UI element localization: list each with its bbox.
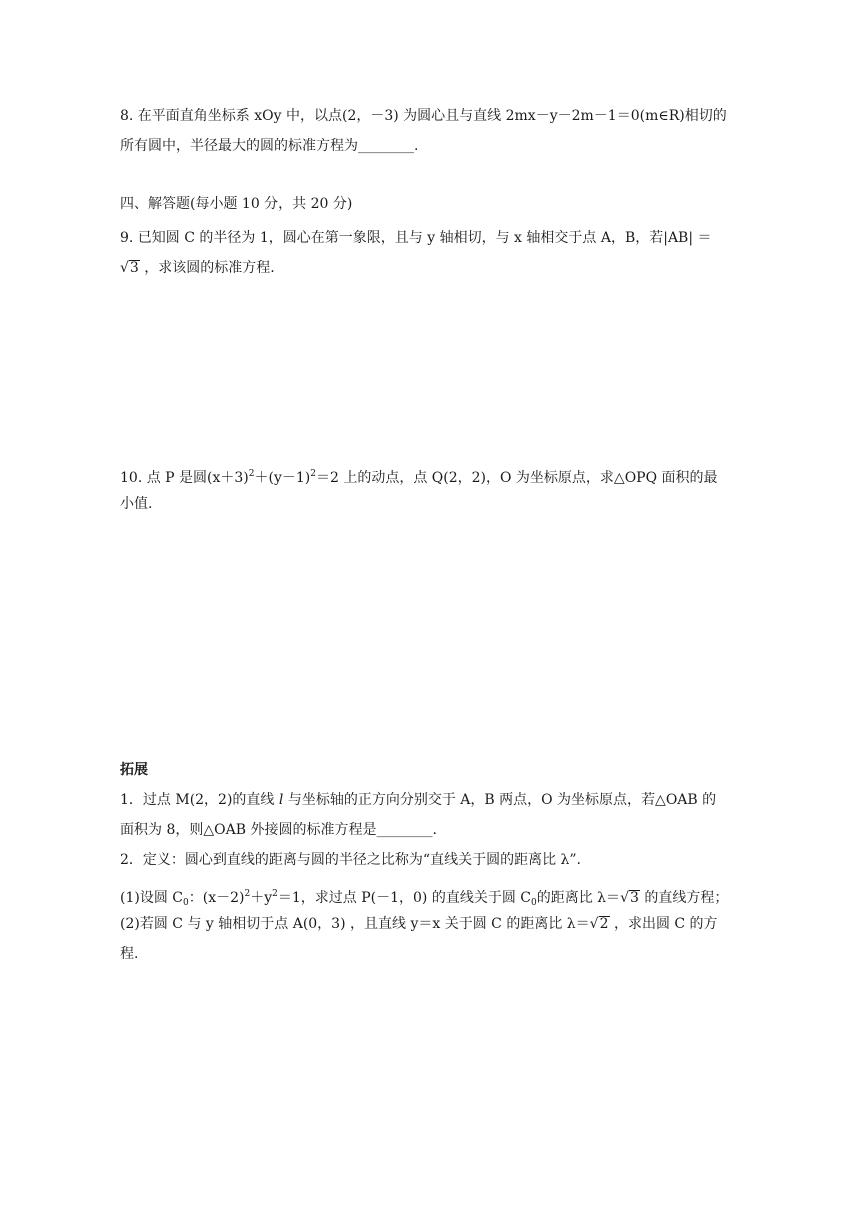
q9-line2: √3 ，求该圆的标准方程. [120,260,275,276]
extension-heading: 拓展 [120,762,148,778]
sqrt-2: √2 [589,916,609,932]
ext-q2-part1: (1)设圆 $C_0$：$(x-2)^2+y^2=1$，求过点 P(－1，0) 的直线关于圆 $C_0$的距离比 λ＝√3 的直线方程； [120,889,729,908]
sqrt-3: √3 [120,260,139,276]
section-4-title: 四、解答题(每小题 10 分，共 20 分) [120,196,353,212]
q8-line1: 8. 在平面直角坐标系 xOy 中，以点(2，－3) 为圆心且与直线 2mx－y－2m－1＝0(m∈R)相切的 [120,108,727,124]
ext-q1-line2: 面积为 8，则△OAB 外接圆的标准方程是________. [120,822,437,838]
sqrt-3: √3 [620,890,639,906]
q9-line1: 9. 已知圆 C 的半径为 1，圆心在第一象限，且与 y 轴相切，与 x 轴相交于点 A，B，若|AB| ＝ [120,230,712,246]
ext-q1-line1: 1．过点 M(2，2)的直线 l 与坐标轴的正方向分别交于 A，B 两点，O 为坐标原点，若△OAB 的 [120,792,717,808]
ext-q2-part2: (2)若圆 C 与 y 轴相切于点 A(0，3) ，且直线 y＝x 关于圆 C 的距离比 λ＝√2 ，求出圆 C 的方 [120,916,718,932]
ext-q2-line1: 2．定义：圆心到直线的距离与圆的半径之比称为“直线关于圆的距离比 λ”. [120,852,581,868]
ext-q2-part2-line2: 程. [120,946,139,962]
q10-line1: 10. 点 P 是圆$(x+3)^2+(y-1)^2=2$ 上的动点，点 Q(2，2)，O 为坐标原点，求△OPQ 面积的最 [120,469,718,486]
q8-line2: 所有圆中，半径最大的圆的标准方程为________. [120,138,419,154]
q10-line2: 小值. [120,496,153,512]
